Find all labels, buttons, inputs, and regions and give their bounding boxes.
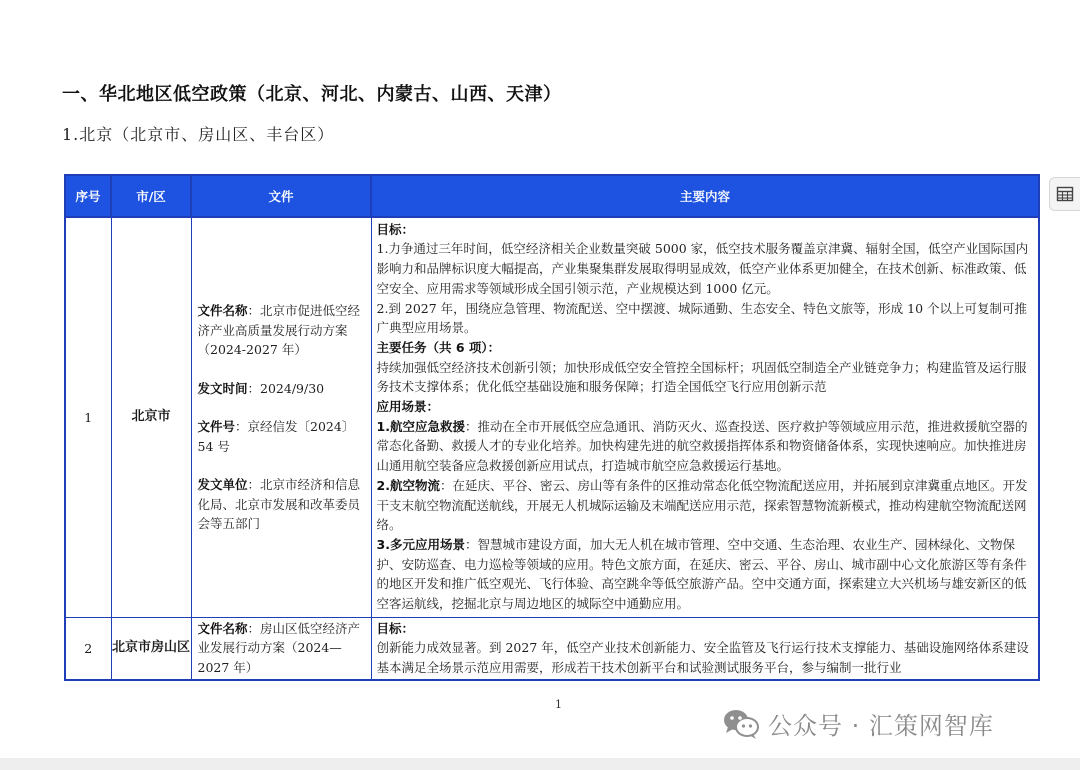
page-bottom-edge <box>0 758 1080 770</box>
file-name <box>198 301 365 360</box>
file-name <box>198 619 365 677</box>
file-issuer <box>198 475 365 534</box>
file-name-label: 文件名称 <box>197 620 248 636</box>
file-issuer-label: 发文单位 <box>197 477 248 492</box>
file-docno <box>198 417 365 456</box>
row-file-info <box>191 617 371 680</box>
header-content: 主要内容 <box>371 175 1039 217</box>
table-grid-icon <box>1055 184 1075 204</box>
row-city: 北京市房山区 <box>111 617 191 680</box>
scene-text: ：在延庆、平谷、密云、房山等有条件的区推动常态化低空物流配送应用，并拓展到京津冀重点地区。开发干支末航空物流配送航线，开展无人机城际运输及末端配送应用示范，探索智慧物流新模式，推动构建航空物流配送网络。 <box>376 477 1028 533</box>
table-row <box>65 617 1039 680</box>
file-name-value: ：北京市促进低空经济产业高质量发展行动方案（2024-2027 年） <box>197 303 361 357</box>
tasks-text: 持续加强低空经济技术创新引领；加快形成低空安全管控全国标杆；巩固低空制造全产业链竞争力；构建监管及运行服务技术支撑体系；优化低空基础设施和服务保障；打造全国低空飞行应用创新示范 <box>376 359 1027 395</box>
file-issuer-value: ：北京市经济和信息化局、北京市发展和改革委员会等五部门 <box>197 477 361 531</box>
scene-title: 1.航空应急救援 <box>376 418 465 434</box>
row-main-content <box>371 217 1039 617</box>
goal-item: 1.力争通过三年时间，低空经济相关企业数量突破 5000 家，低空技术服务覆盖京津冀、辐射全国，低空产业国际国内影响力和品牌标识度大幅提高，产业集聚集群发展取得明显成效，低空产业体系更加健全，在技术创新、标准政策、低空安全、应用需求等领域形成全国引领示范，产业规模达到 1000 亿元。 <box>376 241 1029 296</box>
file-time-label: 发文时间 <box>197 380 248 396</box>
policy-table <box>64 174 1040 681</box>
header-file: 文件 <box>191 175 371 217</box>
scene-title: 2.航空物流 <box>376 477 440 493</box>
table-tool-button[interactable] <box>1049 177 1080 211</box>
scenes-title: 应用场景： <box>376 399 440 415</box>
file-docno-value: ：京经信发〔2024〕54 号 <box>197 419 355 454</box>
wechat-icon <box>722 708 760 740</box>
scene-text: ：智慧城市建设方面，加大无人机在城市管理、空中交通、生态治理、农业生产、园林绿化、文物保护、安防巡查、电力巡检等领域的应用。特色文旅方面，在延庆、密云、平谷、房山、城市副中心文化旅游区等有条件的地区开发和推广低空观光、飞行体验、高空跳伞等低空旅游产品。空中交通方面，探索建立大兴机场与雄安新区的低空客运航线，挖掘北京与周边地区的城际空中通勤应用。 <box>376 536 1027 612</box>
scene-text: ：推动在全市开展低空应急通讯、消防灭火、巡查投送、医疗救护等领域应用示范，推进救援航空器的常态化备勤、救援人才的专业化培养。加快构建先进的航空救援指挥体系和物资储备体系，实现快速响应。加快推进房山通用航空装备应急救援创新应用试点，打造城市航空应急救援运行基地。 <box>376 418 1028 474</box>
content-clip <box>377 619 1033 677</box>
tasks-title: 主要任务（共 6 项）： <box>376 339 501 355</box>
scene-item <box>377 476 1033 535</box>
scene-item <box>377 417 1033 476</box>
file-name-value: ：房山区低空经济产业发展行动方案（2024—2027 年） <box>197 620 361 675</box>
watermark-text: 公众号 · 汇策网智库 <box>768 712 994 740</box>
watermark <box>722 706 994 741</box>
header-no: 序号 <box>65 175 111 217</box>
goals-title: 目标： <box>376 221 415 237</box>
row-file-info <box>191 217 371 617</box>
row-city: 北京市 <box>111 217 191 617</box>
goal-text: 创新能力成效显著。到 2027 年，低空产业技术创新能力、安全监管及飞行运行技术支撑能力、基础设施网络体系建设基本满足全场景示范应用需要，形成若干技术创新平台和试验测试服务平台，参与编制一批行业 <box>376 640 1029 675</box>
header-city: 市/区 <box>111 175 191 217</box>
scene-title: 3.多元应用场景 <box>376 536 465 552</box>
subsection-heading: 1.北京（北京市、房山区、丰台区） <box>62 125 335 144</box>
row-number: 1 <box>65 217 111 617</box>
goals-title: 目标： <box>376 620 415 636</box>
row-main-content <box>371 617 1039 680</box>
row-number: 2 <box>65 617 111 680</box>
table-row <box>65 217 1039 617</box>
file-time-value: ：2024/9/30 <box>247 380 325 396</box>
goal-item: 2.到 2027 年，围绕应急管理、物流配送、空中摆渡、城际通勤、生态安全、特色文旅等，形成 10 个以上可复制可推广典型应用场景。 <box>376 300 1028 336</box>
file-docno-label: 文件号 <box>197 419 236 434</box>
file-time <box>198 379 365 399</box>
table-header-row <box>65 175 1039 217</box>
scene-item <box>377 535 1033 614</box>
file-name-label: 文件名称 <box>197 303 248 318</box>
section-heading: 一、华北地区低空政策（北京、河北、内蒙古、山西、天津） <box>62 84 562 105</box>
page-number: 1 <box>555 698 562 711</box>
